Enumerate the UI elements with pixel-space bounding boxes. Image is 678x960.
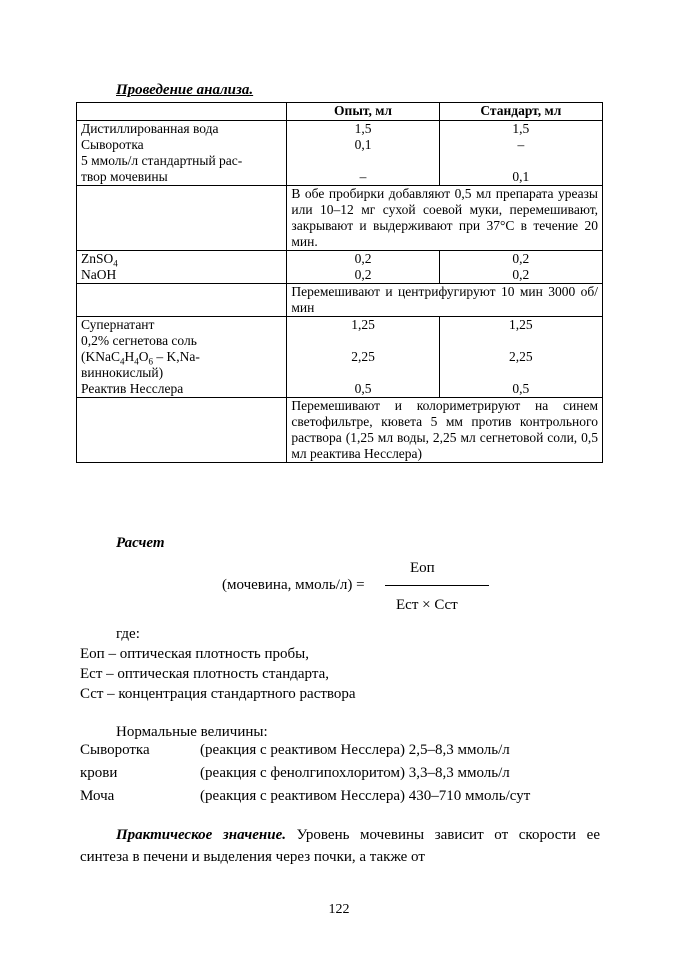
standard-value: 0,2 — [512, 251, 530, 266]
norms-title: Нормальные величины: — [116, 724, 268, 740]
label-formula: ($KNaC_4H_4O_6 - K,Na-$ — [81, 349, 200, 367]
standard-value: – — [517, 137, 525, 152]
label-naoh: NaOH — [81, 267, 117, 282]
norm-value: (реакция с реактивом Несслера) 2,5–8,3 ммоль/л — [200, 742, 510, 758]
definition-sst: Сст – концентрация стандартного раствора — [80, 686, 356, 702]
formula-lhs: (мочевина, ммоль/л) = — [222, 577, 365, 593]
norm-row — [80, 742, 510, 759]
practical-title: Практическое значение. — [116, 827, 286, 843]
label-znso4: ZnSO$_4$ — [81, 251, 118, 269]
definition-est: Ест – оптическая плотность стандарта, — [80, 666, 329, 682]
experiment-values — [287, 121, 439, 186]
section-heading-analysis: Проведение анализа. — [116, 82, 254, 98]
analysis-table — [76, 102, 603, 463]
standard-value: 1,5 — [512, 121, 530, 136]
table-row — [77, 317, 603, 398]
label-nessler: Реактив Несслера — [81, 381, 184, 396]
standard-value: 1,25 — [509, 317, 533, 332]
standard-values — [439, 121, 602, 186]
reagent-labels — [77, 121, 287, 186]
standard-value: 2,25 — [509, 349, 533, 364]
definition-eop: Еоп – оптическая плотность пробы, — [80, 646, 309, 662]
experiment-value: – — [359, 169, 367, 184]
table-row — [77, 398, 603, 463]
label-distilled-water: Дистиллированная вода — [81, 121, 219, 136]
empty-cell — [77, 284, 287, 317]
table-row — [77, 251, 603, 284]
empty-cell — [77, 398, 287, 463]
standard-value: 0,2 — [512, 267, 530, 282]
table-row — [77, 121, 603, 186]
practical-text: Уровень мочевины зависит от скорости ее синтеза в печени и выделения через почки, а также от — [80, 827, 600, 865]
standard-values — [439, 251, 602, 284]
header-experiment: Опыт, мл — [287, 103, 439, 121]
practical-significance-paragraph — [80, 824, 600, 868]
formula-numerator: Еоп — [410, 560, 435, 576]
empty-cell — [77, 186, 287, 251]
header-empty — [77, 103, 287, 121]
experiment-value — [291, 153, 434, 169]
label-standard-solution-cont: твор мочевины — [81, 169, 168, 184]
label-standard-solution: 5 ммоль/л стандартный рас- — [81, 153, 243, 168]
standard-value: 0,5 — [512, 381, 530, 396]
reagent-labels — [77, 317, 287, 398]
norm-label: крови — [80, 765, 118, 781]
label-supernatant: Супернатант — [81, 317, 155, 332]
experiment-value: 0,5 — [354, 381, 372, 396]
label-tartrate: виннокислый) — [81, 365, 164, 380]
experiment-values — [287, 251, 439, 284]
procedure-note-colorimetry: Перемешивают и колориметрируют на синем светофильтре, кювета 5 мм против контрольного раствора (1,25 мл воды, 2,25 мл сегнетовой соли, 0,5 мл реактива Несслера) — [287, 398, 603, 463]
experiment-value: 2,25 — [351, 349, 375, 364]
label-seignette-salt: 0,2% сегнетова соль — [81, 333, 197, 348]
standard-value — [444, 153, 598, 169]
calculation-title: Расчет — [116, 535, 165, 551]
standard-value: 0,1 — [512, 169, 530, 184]
where-label: где: — [116, 626, 140, 642]
experiment-value: 0,2 — [354, 251, 372, 266]
experiment-value: 0,2 — [354, 267, 372, 282]
experiment-value: 1,25 — [351, 317, 375, 332]
procedure-note-urease: В обе пробирки добавляют 0,5 мл препарата уреазы или 10–12 мг сухой соевой муки, перемешивают, закрывают и выдерживают при 37°С в течение 20 мин. — [287, 186, 603, 251]
experiment-value: 1,5 — [354, 121, 372, 136]
fraction-line — [385, 585, 489, 586]
norm-label: Моча — [80, 788, 115, 804]
table-row — [77, 186, 603, 251]
table-header-row — [77, 103, 603, 121]
table-row — [77, 284, 603, 317]
norm-value: (реакция с фенолгипохлоритом) 3,3–8,3 ммоль/л — [200, 765, 510, 781]
norm-label: Сыворотка — [80, 742, 150, 758]
page-number: 122 — [328, 902, 350, 917]
norm-row — [80, 788, 530, 805]
reagent-labels — [77, 251, 287, 284]
experiment-values — [287, 317, 439, 398]
formula-denominator: Ест × Сст — [396, 597, 458, 613]
standard-values — [439, 317, 602, 398]
norm-row — [80, 765, 510, 782]
header-standard: Стандарт, мл — [439, 103, 602, 121]
experiment-value: 0,1 — [354, 137, 372, 152]
procedure-note-centrifuge: Перемешивают и центрифугируют 10 мин 3000 об/мин — [287, 284, 603, 317]
label-serum: Сыворотка — [81, 137, 144, 152]
norm-value: (реакция с реактивом Несслера) 430–710 ммоль/сут — [200, 788, 531, 804]
